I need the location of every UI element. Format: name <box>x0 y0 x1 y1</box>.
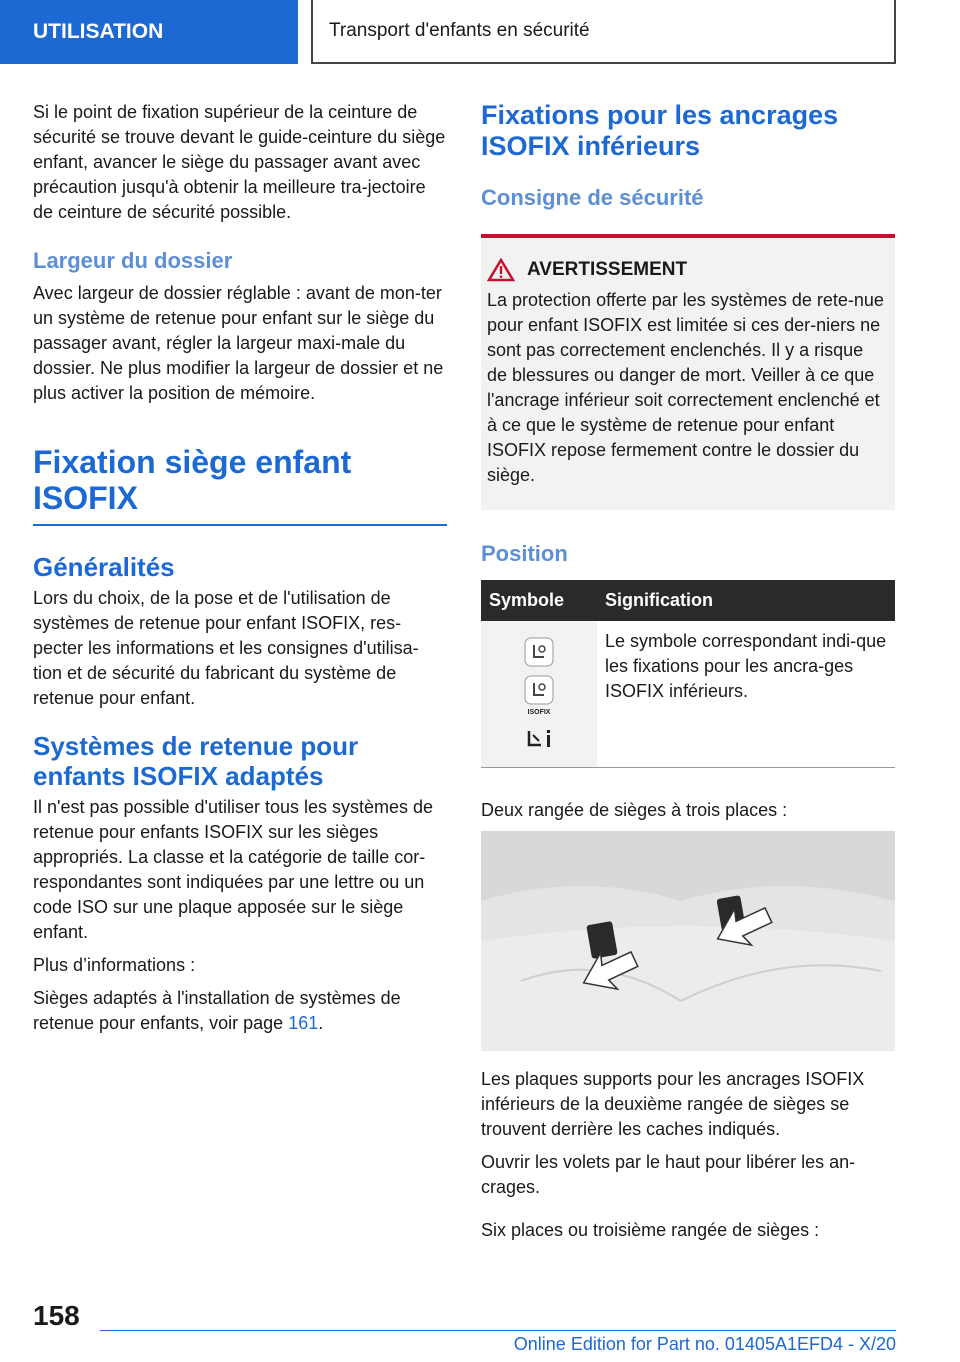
systems-heading: Systèmes de retenue pour enfants ISOFIX adaptés <box>33 731 359 791</box>
reference-text: Sièges adaptés à l'installation de systèmes de retenue pour enfants, voir page <box>33 988 401 1033</box>
general-heading: Généralités <box>33 552 175 582</box>
left-column <box>33 100 447 1044</box>
meaning-column-header: Signification <box>597 580 895 621</box>
reference-end: . <box>318 1013 324 1033</box>
general-paragraph: Lors du choix, de la pose et de l'utilisation de systèmes de retenue pour enfant ISOFIX, res-pecter les informations et les consignes d'utilisa-tion et de sécurité du fabricant du système de retenue pour enfant. <box>33 588 419 708</box>
isofix-anchors-heading: Fixations pour les ancrages ISOFIX inférieurs <box>481 100 839 161</box>
table-row <box>481 621 895 768</box>
warning-box <box>481 234 895 510</box>
open-paragraph: Ouvrir les volets par le haut pour libérer les an-crages. <box>481 1152 856 1197</box>
six-places-paragraph: Six places ou troisième rangée de sièges : <box>481 1220 820 1240</box>
table-header-row <box>481 580 895 621</box>
edition-note: Online Edition for Part no. 01405A1EFD4 - X/20 <box>513 1334 896 1354</box>
warning-text: La protection offerte par les systèmes de rete-nue pour enfant ISOFIX est limitée si ces der-niers ne sont pas correctement enclenchés. Il y a risque de blessures ou danger de mort. Veiller à ce que l'ancrage inférieur soit correctement enclenché et à ce que le système de retenue pour enfant ISOFIX repose fermement contre le dossier du siège. <box>487 290 884 485</box>
backrest-paragraph: Avec largeur de dossier réglable : avant de mon-ter un système de retenue pour enfant sur le siège du passager avant, régler la largeur maxi-male du dossier. Ne plus modifier la largeur de dossier et ne plus activer la position de mémoire. <box>33 283 444 403</box>
isofix-info-icon <box>523 725 555 753</box>
section-tab <box>0 0 298 64</box>
chapter-title <box>311 0 896 64</box>
warning-triangle-icon <box>487 258 515 282</box>
right-column <box>481 100 895 1251</box>
two-rows-paragraph: Deux rangée de sièges à trois places : <box>481 800 788 820</box>
footer-rule <box>100 1330 896 1331</box>
symbol-cell <box>481 621 597 768</box>
safety-heading: Consigne de sécurité <box>481 185 704 210</box>
warning-title: AVERTISSEMENT <box>527 259 688 280</box>
chapter-title-text: Transport d'enfants en sécurité <box>329 20 590 41</box>
more-info: Plus d’informations : <box>33 955 196 975</box>
isofix-symbol-label: ISOFIX <box>527 709 551 716</box>
rear-seat-photo <box>481 831 895 1051</box>
isofix-seat-icon <box>524 637 554 667</box>
plates-paragraph: Les plaques supports pour les ancrages ISOFIX inférieurs de la deuxième rangée de sièges se trouvent derrière les caches indiqués. <box>481 1069 865 1139</box>
symbol-column-header: Symbole <box>481 580 597 621</box>
isofix-label-icon <box>524 675 554 717</box>
systems-paragraph: Il n'est pas possible d'utiliser tous les systèmes de retenue pour enfants ISOFIX sur les sièges appropriés. La classe et la catégorie de taille cor-respondantes sont indiquées par une lettre ou un code ISO sur une plaque apposée sur le siège enfant. <box>33 797 434 942</box>
backrest-heading: Largeur du dossier <box>33 248 233 273</box>
intro-paragraph: Si le point de fixation supérieur de la ceinture de sécurité se trouve devant le guide-ceinture du siège enfant, avancer le siège du passager avant avec précaution jusqu'à obtenir la meilleure tra-jectoire de ceinture de sécurité possible. <box>33 102 446 222</box>
main-heading-block <box>33 444 447 526</box>
warning-header <box>487 258 887 282</box>
reference-paragraph <box>33 986 447 1036</box>
main-heading: Fixation siège enfant ISOFIX <box>33 444 352 516</box>
position-heading: Position <box>481 541 568 566</box>
symbol-table <box>481 580 895 768</box>
section-label: UTILISATION <box>33 20 164 43</box>
meaning-cell: Le symbole correspondant indi-que les fixations pour les ancra-ges ISOFIX inférieurs. <box>597 621 895 768</box>
page-link[interactable]: 161 <box>288 1013 319 1033</box>
page-number: 158 <box>33 1300 80 1331</box>
